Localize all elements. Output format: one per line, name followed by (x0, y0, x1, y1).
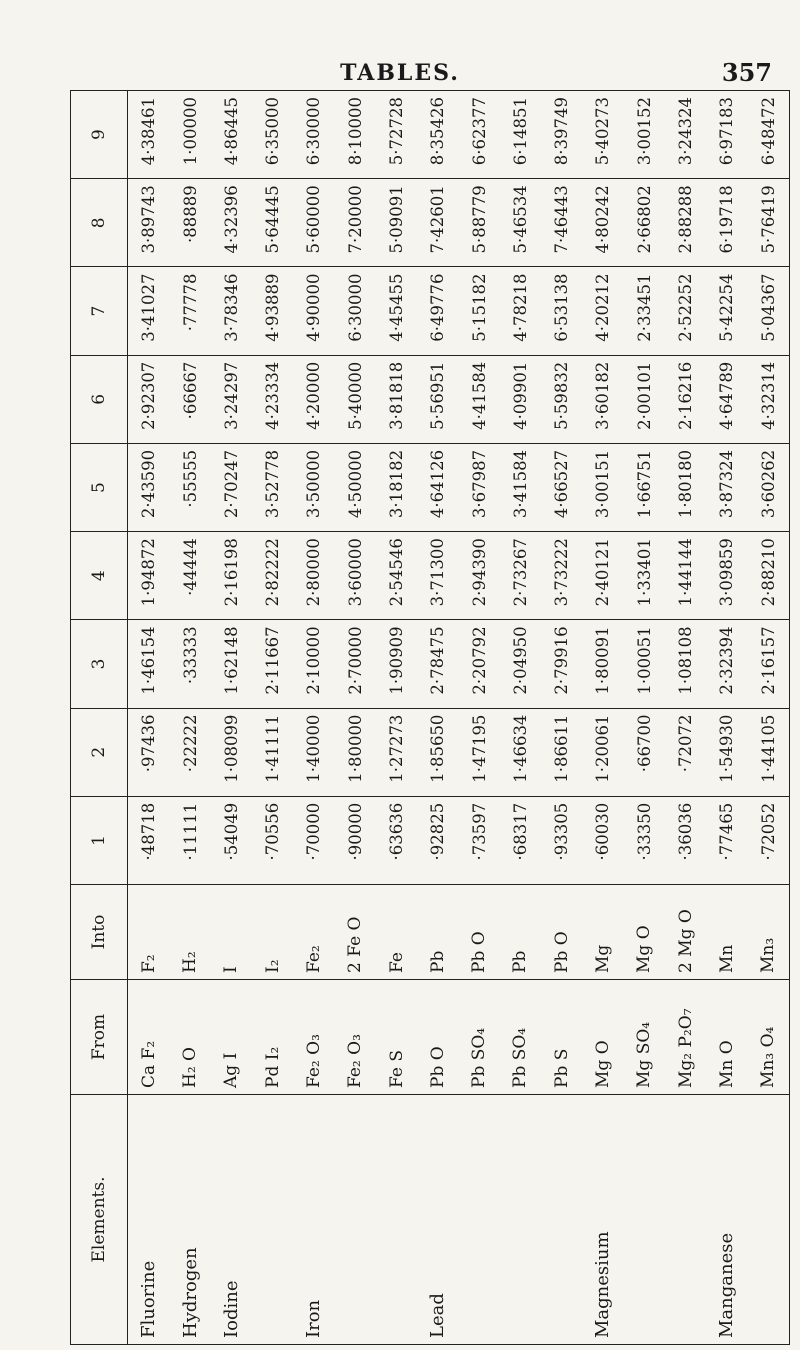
value-cell: 1·20061 (582, 708, 623, 796)
value-cell: ·54049 (211, 796, 252, 884)
value-cell: 2·32394 (706, 620, 747, 708)
value-cell: 5·56951 (417, 355, 458, 443)
value-cell: 2·20792 (458, 620, 499, 708)
value-cell: 3·18182 (376, 443, 417, 531)
from-formula-cell: Mg O (582, 980, 623, 1095)
from-formula-cell: Ca F₂ (128, 980, 170, 1095)
table-row (169, 91, 210, 1345)
value-cell: 1·27273 (376, 708, 417, 796)
value-cell: 5·40273 (582, 91, 623, 179)
value-cell: 8·35426 (417, 91, 458, 179)
value-cell: 1·33401 (624, 532, 665, 620)
value-cell: 1·85650 (417, 708, 458, 796)
value-cell: ·93305 (541, 796, 582, 884)
value-cell: ·63636 (376, 796, 417, 884)
value-cell: ·70000 (293, 796, 334, 884)
value-cell: 2·94390 (458, 532, 499, 620)
value-cell: 2·88288 (665, 179, 706, 267)
value-cell: 3·71300 (417, 532, 458, 620)
value-cell: ·11111 (169, 796, 210, 884)
value-cell: 1·40000 (293, 708, 334, 796)
table-row (665, 91, 706, 1345)
from-formula-cell: Mg₂ P₂O₇ (665, 980, 706, 1095)
value-cell: 6·30000 (335, 267, 376, 355)
value-cell: 1·00051 (624, 620, 665, 708)
value-cell: 3·78346 (211, 267, 252, 355)
value-cell: ·33333 (169, 620, 210, 708)
value-cell: ·66700 (624, 708, 665, 796)
element-cell (665, 1095, 706, 1345)
value-cell: ·68317 (500, 796, 541, 884)
value-cell: 3·24324 (665, 91, 706, 179)
into-formula-cell: H₂ (169, 885, 210, 980)
table-row (748, 91, 790, 1345)
value-cell: ·92825 (417, 796, 458, 884)
into-formula-cell: Pb (500, 885, 541, 980)
value-cell: 3·60182 (582, 355, 623, 443)
page-header (0, 0, 800, 90)
value-cell: 4·64789 (706, 355, 747, 443)
from-formula-cell: Mn₃ O₄ (748, 980, 790, 1095)
value-cell: 6·49776 (417, 267, 458, 355)
from-formula-cell: Mn O (706, 980, 747, 1095)
value-cell: 4·80242 (582, 179, 623, 267)
value-cell: ·60030 (582, 796, 623, 884)
value-cell: ·73597 (458, 796, 499, 884)
table-row (376, 91, 417, 1345)
value-cell: ·97436 (128, 708, 170, 796)
value-cell: 3·00151 (582, 443, 623, 531)
value-cell: 2·79916 (541, 620, 582, 708)
value-cell: 2·78475 (417, 620, 458, 708)
from-formula-cell: Pb SO₄ (500, 980, 541, 1095)
value-cell: 4·20000 (293, 355, 334, 443)
from-formula-cell: Pb SO₄ (458, 980, 499, 1095)
value-cell: 5·64445 (252, 179, 293, 267)
value-cell: 5·88779 (458, 179, 499, 267)
value-cell: 3·87324 (706, 443, 747, 531)
value-cell: 1·80180 (665, 443, 706, 531)
value-cell: 5·76419 (748, 179, 790, 267)
value-cell: 6·48472 (748, 91, 790, 179)
value-cell: 8·39749 (541, 91, 582, 179)
into-formula-cell: Mg (582, 885, 623, 980)
value-cell: 5·46534 (500, 179, 541, 267)
value-cell: 1·54930 (706, 708, 747, 796)
value-cell: 2·16198 (211, 532, 252, 620)
table-row (500, 91, 541, 1345)
value-cell: 4·66527 (541, 443, 582, 531)
value-cell: 1·62148 (211, 620, 252, 708)
value-cell: 1·00000 (169, 91, 210, 179)
element-cell (252, 1095, 293, 1345)
value-cell: 1·08099 (211, 708, 252, 796)
value-cell: 3·67987 (458, 443, 499, 531)
into-formula-cell: F₂ (128, 885, 170, 980)
value-cell: ·48718 (128, 796, 170, 884)
value-cell: 6·35000 (252, 91, 293, 179)
table-row (335, 91, 376, 1345)
from-formula-cell: Mg SO₄ (624, 980, 665, 1095)
value-cell: 3·09859 (706, 532, 747, 620)
value-cell: 3·81818 (376, 355, 417, 443)
value-cell: 5·40000 (335, 355, 376, 443)
value-cell: 1·86611 (541, 708, 582, 796)
value-cell: 7·20000 (335, 179, 376, 267)
column-header: 2 (71, 708, 128, 796)
table-row (582, 91, 623, 1345)
value-cell: 2·40121 (582, 532, 623, 620)
value-cell: ·22222 (169, 708, 210, 796)
value-cell: 3·41027 (128, 267, 170, 355)
value-cell: 4·78218 (500, 267, 541, 355)
value-cell: 4·41584 (458, 355, 499, 443)
into-formula-cell: I₂ (252, 885, 293, 980)
rotated-table-wrapper (70, 90, 790, 1345)
value-cell: 5·60000 (293, 179, 334, 267)
column-header: Elements. (71, 1095, 128, 1345)
element-cell (458, 1095, 499, 1345)
value-cell: 1·44105 (748, 708, 790, 796)
from-formula-cell: Ag I (211, 980, 252, 1095)
table-row (128, 91, 170, 1345)
element-cell: Iodine (211, 1095, 252, 1345)
value-cell: 4·64126 (417, 443, 458, 531)
value-cell: 5·04367 (748, 267, 790, 355)
value-cell: 4·38461 (128, 91, 170, 179)
value-cell: 4·93889 (252, 267, 293, 355)
value-cell: 3·60262 (748, 443, 790, 531)
value-cell: 2·54546 (376, 532, 417, 620)
element-cell: Lead (417, 1095, 458, 1345)
column-header: 8 (71, 179, 128, 267)
value-cell: 1·46634 (500, 708, 541, 796)
value-cell: 1·80000 (335, 708, 376, 796)
value-cell: 3·60000 (335, 532, 376, 620)
table-body (128, 91, 790, 1345)
value-cell: ·36036 (665, 796, 706, 884)
into-formula-cell: Pb (417, 885, 458, 980)
into-formula-cell: Mn (706, 885, 747, 980)
value-cell: 6·14851 (500, 91, 541, 179)
value-cell: 2·66802 (624, 179, 665, 267)
value-cell: 6·30000 (293, 91, 334, 179)
value-cell: 6·97183 (706, 91, 747, 179)
value-cell: 5·72728 (376, 91, 417, 179)
value-cell: 4·50000 (335, 443, 376, 531)
table-header (71, 91, 128, 1345)
value-cell: ·77778 (169, 267, 210, 355)
value-cell: 2·04950 (500, 620, 541, 708)
value-cell: 2·16216 (665, 355, 706, 443)
value-cell: 3·52778 (252, 443, 293, 531)
value-cell: 4·45455 (376, 267, 417, 355)
value-cell: 6·53138 (541, 267, 582, 355)
value-cell: 1·47195 (458, 708, 499, 796)
into-formula-cell: Fe (376, 885, 417, 980)
from-formula-cell: Fe₂ O₃ (293, 980, 334, 1095)
value-cell: 8·10000 (335, 91, 376, 179)
value-cell: 2·00101 (624, 355, 665, 443)
value-cell: 4·09901 (500, 355, 541, 443)
element-cell (748, 1095, 790, 1345)
into-formula-cell: 2 Fe O (335, 885, 376, 980)
from-formula-cell: H₂ O (169, 980, 210, 1095)
element-cell (624, 1095, 665, 1345)
value-cell: 3·41584 (500, 443, 541, 531)
value-cell: 5·42254 (706, 267, 747, 355)
value-cell: 5·09091 (376, 179, 417, 267)
table-row (211, 91, 252, 1345)
value-cell: 2·70247 (211, 443, 252, 531)
value-cell: 1·80091 (582, 620, 623, 708)
header-row (71, 91, 128, 1345)
element-cell (376, 1095, 417, 1345)
value-cell: ·72072 (665, 708, 706, 796)
table-row (293, 91, 334, 1345)
from-formula-cell: Fe₂ O₃ (335, 980, 376, 1095)
into-formula-cell: Mg O (624, 885, 665, 980)
value-cell: 1·44144 (665, 532, 706, 620)
column-header: 1 (71, 796, 128, 884)
into-formula-cell: Pb O (541, 885, 582, 980)
into-formula-cell: I (211, 885, 252, 980)
into-formula-cell: Fe₂ (293, 885, 334, 980)
value-cell: 7·42601 (417, 179, 458, 267)
value-cell: 5·15182 (458, 267, 499, 355)
value-cell: ·72052 (748, 796, 790, 884)
page-number: 357 (721, 58, 772, 87)
value-cell: ·66667 (169, 355, 210, 443)
value-cell: 4·32314 (748, 355, 790, 443)
running-title: TABLES. (340, 60, 460, 86)
value-cell: 1·66751 (624, 443, 665, 531)
value-cell: 2·82222 (252, 532, 293, 620)
into-formula-cell: 2 Mg O (665, 885, 706, 980)
value-cell: 2·70000 (335, 620, 376, 708)
value-cell: 2·73267 (500, 532, 541, 620)
column-header: 4 (71, 532, 128, 620)
value-cell: 4·23334 (252, 355, 293, 443)
column-header: Into (71, 885, 128, 980)
value-cell: 1·08108 (665, 620, 706, 708)
value-cell: 6·19718 (706, 179, 747, 267)
value-cell: 2·88210 (748, 532, 790, 620)
from-formula-cell: Pb S (541, 980, 582, 1095)
table-row (458, 91, 499, 1345)
value-cell: 2·52252 (665, 267, 706, 355)
value-cell: 2·33451 (624, 267, 665, 355)
element-cell: Manganese (706, 1095, 747, 1345)
value-cell: 2·16157 (748, 620, 790, 708)
column-header: 7 (71, 267, 128, 355)
into-formula-cell: Pb O (458, 885, 499, 980)
value-cell: ·77465 (706, 796, 747, 884)
element-cell: Magnesium (582, 1095, 623, 1345)
element-cell (335, 1095, 376, 1345)
from-formula-cell: Pb O (417, 980, 458, 1095)
value-cell: ·90000 (335, 796, 376, 884)
value-cell: 4·86445 (211, 91, 252, 179)
column-header: 3 (71, 620, 128, 708)
value-cell: 1·41111 (252, 708, 293, 796)
table-area (70, 90, 790, 1345)
value-cell: 5·59832 (541, 355, 582, 443)
value-cell: 6·62377 (458, 91, 499, 179)
value-cell: 3·50000 (293, 443, 334, 531)
value-cell: 2·10000 (293, 620, 334, 708)
value-cell: ·70556 (252, 796, 293, 884)
element-cell (541, 1095, 582, 1345)
column-header: 9 (71, 91, 128, 179)
value-cell: 2·92307 (128, 355, 170, 443)
table-row (706, 91, 747, 1345)
value-cell: 2·80000 (293, 532, 334, 620)
element-cell (500, 1095, 541, 1345)
into-formula-cell: Mn₃ (748, 885, 790, 980)
table-row (541, 91, 582, 1345)
table-row (252, 91, 293, 1345)
value-cell: 3·00152 (624, 91, 665, 179)
value-cell: 1·90909 (376, 620, 417, 708)
value-cell: 2·43590 (128, 443, 170, 531)
column-header: From (71, 980, 128, 1095)
value-cell: ·88889 (169, 179, 210, 267)
value-cell: 3·89743 (128, 179, 170, 267)
conversion-table (70, 90, 790, 1345)
value-cell: 4·90000 (293, 267, 334, 355)
value-cell: 4·20212 (582, 267, 623, 355)
value-cell: ·55555 (169, 443, 210, 531)
value-cell: ·44444 (169, 532, 210, 620)
column-header: 5 (71, 443, 128, 531)
value-cell: 4·32396 (211, 179, 252, 267)
element-cell: Iron (293, 1095, 334, 1345)
value-cell: 2·11667 (252, 620, 293, 708)
element-cell: Hydrogen (169, 1095, 210, 1345)
from-formula-cell: Pd I₂ (252, 980, 293, 1095)
value-cell: 3·24297 (211, 355, 252, 443)
element-cell: Fluorine (128, 1095, 170, 1345)
value-cell: 3·73222 (541, 532, 582, 620)
value-cell: 1·46154 (128, 620, 170, 708)
value-cell: ·33350 (624, 796, 665, 884)
column-header: 6 (71, 355, 128, 443)
value-cell: 1·94872 (128, 532, 170, 620)
from-formula-cell: Fe S (376, 980, 417, 1095)
table-row (417, 91, 458, 1345)
table-row (624, 91, 665, 1345)
value-cell: 7·46443 (541, 179, 582, 267)
